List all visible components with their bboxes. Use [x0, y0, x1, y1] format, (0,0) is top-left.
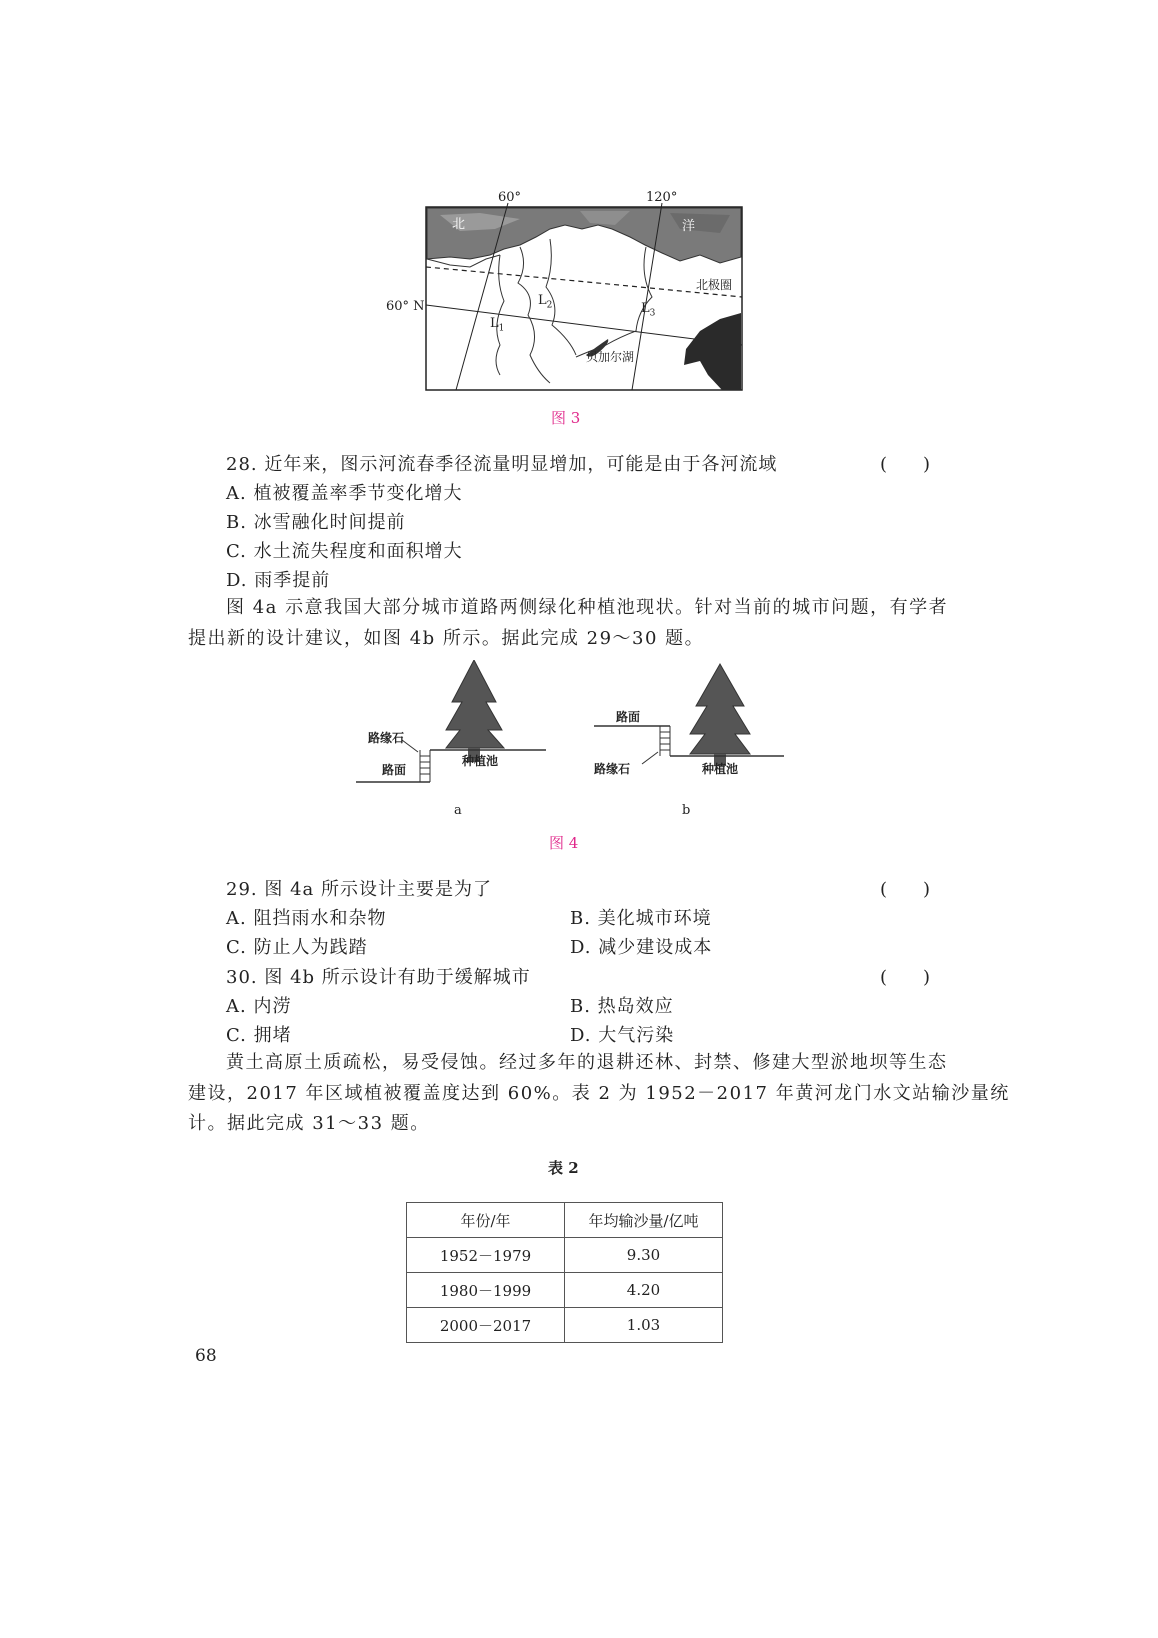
figure-3-map [386, 185, 760, 395]
map-label-l2: $L_2$ [538, 293, 553, 311]
page-number: 68 [195, 1346, 217, 1366]
table-row [407, 1273, 723, 1308]
q30-stem: 30. 图 4b 所示设计有助于缓解城市 [226, 967, 531, 988]
intro-31-33-line1: 黄土高原土质疏松，易受侵蚀。经过多年的退耕还林、封禁、修建大型淤地坝等生态 [226, 1052, 948, 1073]
figure-3-caption: 图 3 [551, 409, 581, 427]
table-cell-sediment: 4.20 [565, 1273, 723, 1308]
table-cell-sediment: 1.03 [565, 1308, 723, 1343]
q28-option-b: B. 冰雪融化时间提前 [226, 512, 406, 533]
fig4a-curb-label: 路缘石 [368, 731, 405, 745]
q29-option-c: C. 防止人为践踏 [226, 937, 368, 958]
table-cell-year: 2000－2017 [407, 1308, 565, 1343]
figure-4-svg [350, 660, 810, 825]
q30-option-b: B. 热岛效应 [570, 996, 674, 1017]
q29-option-d: D. 减少建设成本 [570, 937, 713, 958]
q28-option-c: C. 水土流失程度和面积增大 [226, 541, 463, 562]
map-label-arctic-circle: 北极圈 [696, 278, 733, 292]
q28-option-d: D. 雨季提前 [226, 570, 331, 591]
intro-31-33-line3: 计。据此完成 31～33 题。 [188, 1113, 430, 1134]
table-row [407, 1238, 723, 1273]
q28-option-a: A. 植被覆盖率季节变化增大 [226, 483, 463, 504]
q28-stem: 28. 近年来，图示河流春季径流量明显增加，可能是由于各河流域 [226, 454, 778, 475]
table-cell-sediment: 9.30 [565, 1238, 723, 1273]
table-2-title: 表 2 [548, 1159, 579, 1177]
fig4a-pool-label: 种植池 [462, 754, 499, 768]
map-label-bei: 北 [452, 217, 466, 232]
table-cell-year: 1952－1979 [407, 1238, 565, 1273]
table-2 [406, 1202, 723, 1343]
map-label-yang: 洋 [682, 219, 696, 234]
table-row [407, 1308, 723, 1343]
intro-29-30-line2: 提出新的设计建议，如图 4b 所示。据此完成 29～30 题。 [188, 628, 705, 649]
map-label-l3: $L_3$ [641, 301, 656, 319]
q29-answer-paren: ( ) [880, 879, 931, 900]
q30-option-d: D. 大气污染 [570, 1025, 675, 1046]
table-header-sediment: 年均输沙量/亿吨 [565, 1203, 723, 1238]
table-header-year: 年份/年 [407, 1203, 565, 1238]
map-label-60: 60° [498, 190, 522, 205]
q29-stem: 29. 图 4a 所示设计主要是为了 [226, 879, 492, 900]
map-label-60n: 60° N [386, 299, 425, 314]
fig4b-road-label: 路面 [616, 710, 641, 724]
map-label-120: 120° [646, 190, 678, 205]
fig4b-pool-label: 种植池 [702, 762, 739, 776]
table-header-row [407, 1203, 723, 1238]
fig4b-curb-label: 路缘石 [594, 762, 631, 776]
q28-answer-paren: ( ) [880, 454, 931, 475]
q30-answer-paren: ( ) [880, 967, 931, 988]
figure-4 [350, 660, 810, 825]
intro-29-30-line1: 图 4a 示意我国大部分城市道路两侧绿化种植池现状。针对当前的城市问题，有学者 [226, 597, 949, 618]
fig4a-sublabel: a [454, 803, 462, 818]
figure-4-caption: 图 4 [549, 834, 579, 852]
map-label-baikal: 贝加尔湖 [586, 350, 635, 364]
q30-option-c: C. 拥堵 [226, 1025, 292, 1046]
q29-option-a: A. 阻挡雨水和杂物 [226, 908, 387, 929]
table-cell-year: 1980－1999 [407, 1273, 565, 1308]
intro-31-33-line2: 建设，2017 年区域植被覆盖度达到 60%。表 2 为 1952－2017 年黄河龙门水文站输沙量统 [188, 1083, 1010, 1104]
q29-option-b: B. 美化城市环境 [570, 908, 712, 929]
fig4b-sublabel: b [682, 803, 691, 818]
fig4a-road-label: 路面 [382, 763, 407, 777]
q30-option-a: A. 内涝 [226, 996, 292, 1017]
map-label-l1: $L_1$ [490, 316, 505, 334]
